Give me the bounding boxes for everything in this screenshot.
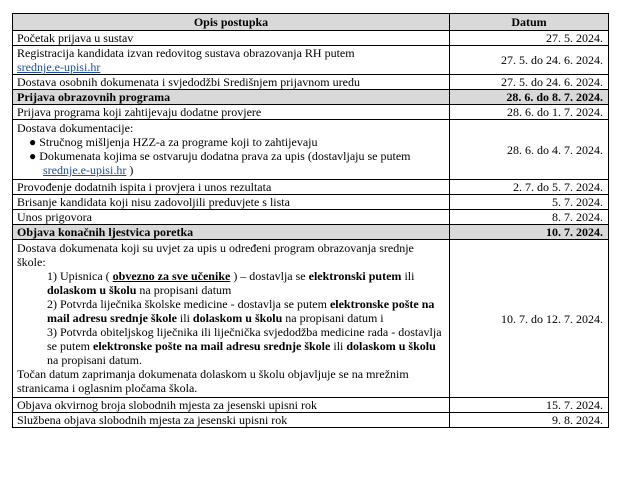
section-date: 10. 7. 2024. [450, 225, 609, 240]
bullet-icon: ● [29, 135, 40, 149]
row-date: 2. 7. do 5. 7. 2024. [450, 180, 609, 195]
row-date: 27. 5. do 24. 6. 2024. [450, 46, 609, 75]
row-text: Registracija kandidata izvan redovitog sustava obrazovanja RH putem [17, 46, 355, 60]
schedule-table [12, 13, 609, 428]
table-row [13, 195, 609, 210]
table-row [13, 105, 609, 120]
row-date: 28. 6. do 1. 7. 2024. [450, 105, 609, 120]
row-intro: Dostava dokumenata koji su uvjet za upis u određeni program obrazovanja srednje škole: [17, 241, 414, 269]
row-description: Početak prijava u sustav [13, 31, 450, 46]
row-date: 27. 5. 2024. [450, 31, 609, 46]
table-row [13, 75, 609, 90]
row-description: Službena objava slobodnih mjesta za jesenski upisni rok [13, 413, 450, 428]
table-row [13, 180, 609, 195]
table-row [13, 240, 609, 398]
table-row [13, 46, 609, 75]
bullet-item: ● Dokumenata kojima se ostvaruju dodatna prava za upis (dostavljaju se putem srednje.e-upisi.hr ) [29, 149, 411, 177]
row-date: 15. 7. 2024. [450, 398, 609, 413]
e-upisi-link[interactable]: srednje.e-upisi.hr [17, 60, 101, 74]
row-text: Dostava dokumentacije: [17, 121, 134, 135]
table-row [13, 210, 609, 225]
row-description: Brisanje kandidata koji nisu zadovoljili preduvjete s lista [13, 195, 450, 210]
section-title: Objava konačnih ljestvica poretka [13, 225, 450, 240]
row-description: Dostava osobnih dokumenata i svjedodžbi Središnjem prijavnom uredu [13, 75, 450, 90]
section-row [13, 225, 609, 240]
header-description: Opis postupka [13, 14, 450, 31]
row-date: 10. 7. do 12. 7. 2024. [450, 240, 609, 398]
row-description: Provođenje dodatnih ispita i provjera i unos rezultata [13, 180, 450, 195]
row-date: 8. 7. 2024. [450, 210, 609, 225]
e-upisi-link[interactable]: srednje.e-upisi.hr [43, 163, 127, 177]
row-description: Prijava programa koji zahtijevaju dodatne provjere [13, 105, 450, 120]
table-row [13, 120, 609, 180]
bullet-icon: ● [29, 149, 40, 163]
table-header-row [13, 14, 609, 31]
row-description [13, 120, 450, 180]
row-date: 5. 7. 2024. [450, 195, 609, 210]
list-item: 3) Potvrda obiteljskog liječnika ili liječnička svjedodžba medicine rada - dostavlja se putem elektronske pošte na mail adresu srednje škole ili dolaskom u školu na propisani datum. [47, 325, 442, 367]
table-row [13, 31, 609, 46]
bullet-item: ● Stručnog mišljenja HZZ-a za programe koji to zahtijevaju [29, 135, 318, 149]
row-date: 27. 5. do 24. 6. 2024. [450, 75, 609, 90]
row-description [13, 240, 450, 398]
section-title: Prijava obrazovnih programa [13, 90, 450, 105]
section-date: 28. 6. do 8. 7. 2024. [450, 90, 609, 105]
row-description: Objava okvirnog broja slobodnih mjesta za jesenski upisni rok [13, 398, 450, 413]
row-description: Unos prigovora [13, 210, 450, 225]
row-date: 9. 8. 2024. [450, 413, 609, 428]
table-row [13, 398, 609, 413]
row-outro: Točan datum zaprimanja dokumenata dolaskom u školu objavljuje se na mrežnim stranicama i oglasnim pločama škola. [17, 367, 409, 395]
table-row [13, 413, 609, 428]
row-description [13, 46, 450, 75]
list-item: 2) Potvrda liječnika školske medicine - dostavlja se putem elektronske pošte na mail adresu srednje škole ili dolaskom u školu na propisani datum i [47, 297, 435, 325]
header-date: Datum [450, 14, 609, 31]
section-row [13, 90, 609, 105]
row-date: 28. 6. do 4. 7. 2024. [450, 120, 609, 180]
list-item: 1) Upisnica ( obvezno za sve učenike ) – dostavlja se elektronski putem ili dolaskom u školu na propisani datum [47, 269, 415, 297]
